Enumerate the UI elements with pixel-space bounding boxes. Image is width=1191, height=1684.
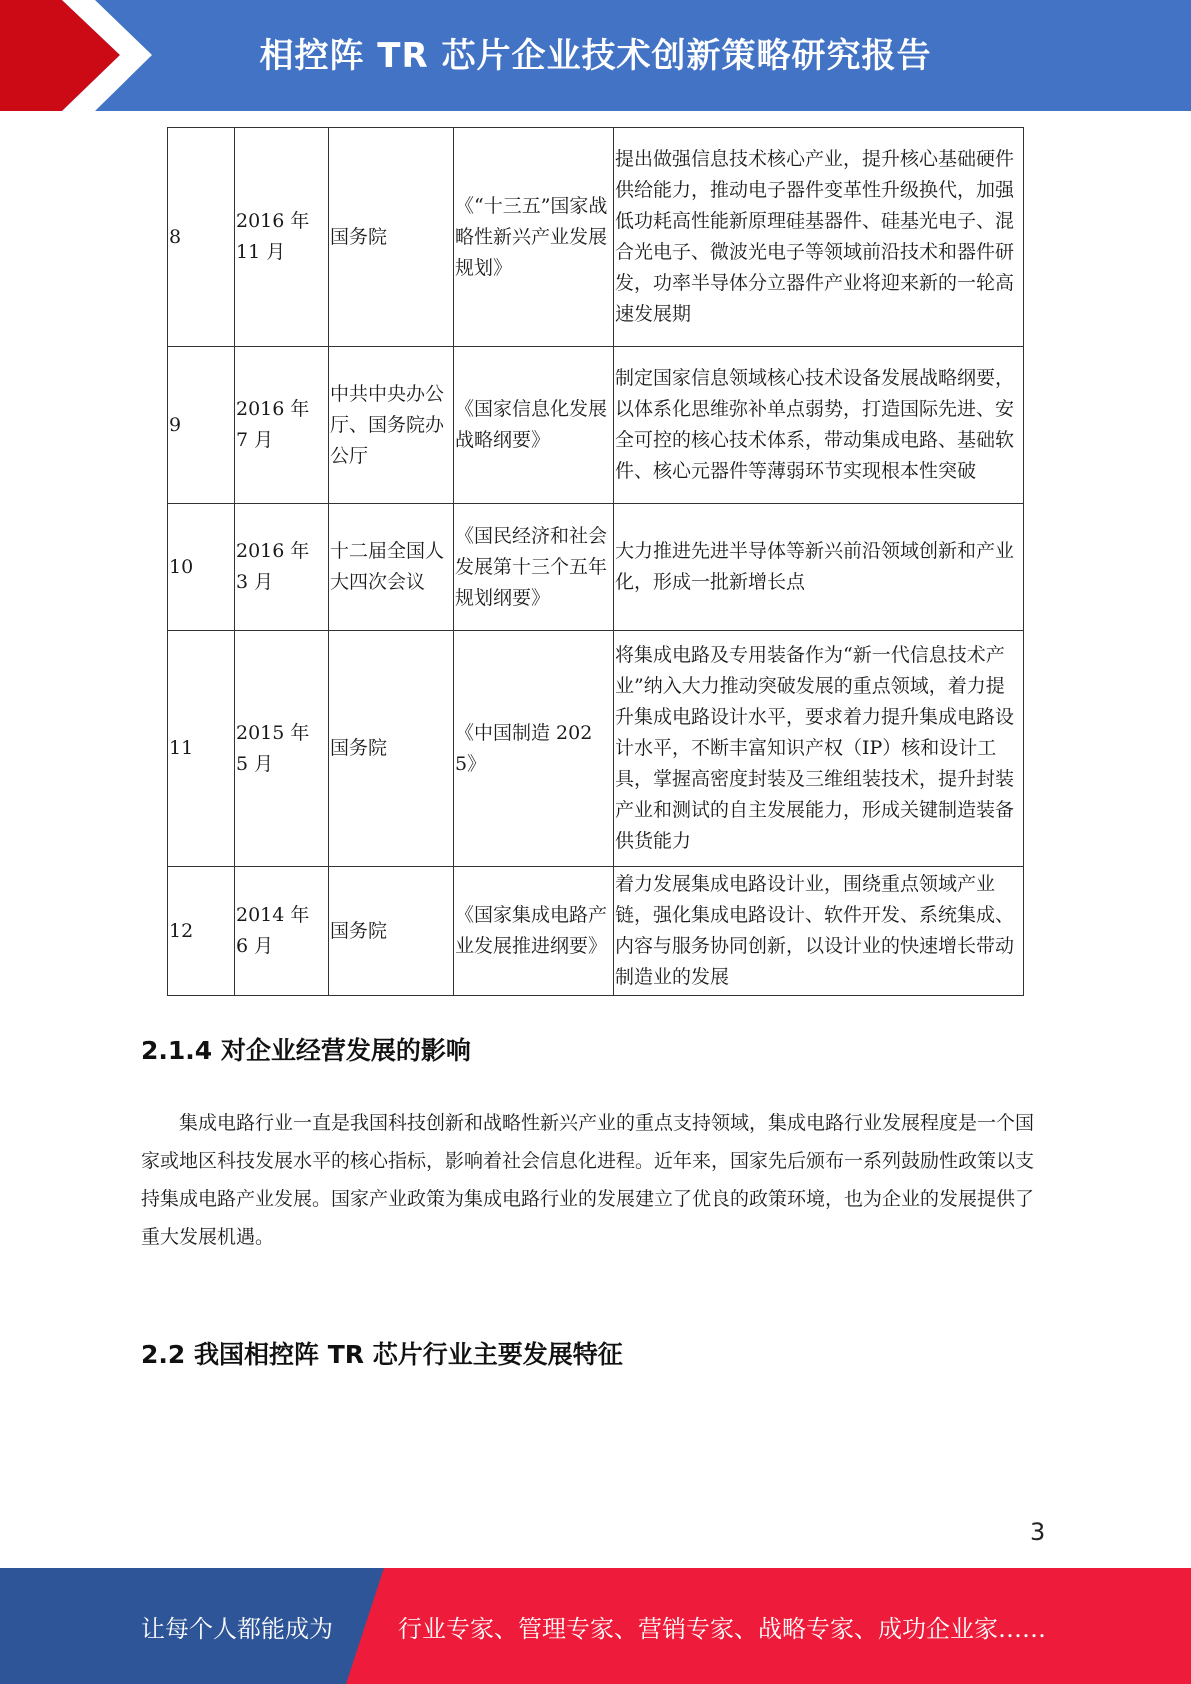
table-row <box>168 867 1024 996</box>
policy-table <box>167 127 1024 996</box>
footer-slogan-left: 让每个人都能成为 <box>141 1614 333 1643</box>
policy-content: 着力发展集成电路设计业，围绕重点领域产业链，强化集成电路设计、软件开发、系统集成、内容与服务协同创新，以设计业的快速增长带动制造业的发展 <box>614 867 1024 996</box>
issue-date: 2014 年 6 月 <box>235 867 329 996</box>
issuer: 国务院 <box>329 867 454 996</box>
issuer: 国务院 <box>329 631 454 867</box>
report-title: 相控阵 TR 芯片企业技术创新策略研究报告 <box>259 35 932 76</box>
policy-document: 《“十三五”国家战略性新兴产业发展规划》 <box>454 128 614 347</box>
policy-document: 《国家信息化发展战略纲要》 <box>454 347 614 504</box>
footer-slogan-right: 行业专家、管理专家、营销专家、战略专家、成功企业家…… <box>398 1614 1046 1643</box>
table-row <box>168 347 1024 504</box>
page-header <box>0 0 1191 111</box>
row-number: 11 <box>168 631 235 867</box>
issuer: 中共中央办公厅、国务院办公厅 <box>329 347 454 504</box>
page-footer <box>0 1568 1191 1684</box>
policy-content: 将集成电路及专用装备作为“新一代信息技术产业”纳入大力推动突破发展的重点领域，着力提升集成电路设计水平，要求着力提升集成电路设计水平，不断丰富知识产权（IP）核和设计工具，掌握高密度封装及三维组装技术，提升封装产业和测试的自主发展能力，形成关键制造装备供货能力 <box>614 631 1024 867</box>
issuer: 十二届全国人大四次会议 <box>329 504 454 631</box>
issue-date: 2016 年 7 月 <box>235 347 329 504</box>
issue-date: 2015 年 5 月 <box>235 631 329 867</box>
section-heading-2-2: 2.2 我国相控阵 TR 芯片行业主要发展特征 <box>141 1340 623 1369</box>
issue-date: 2016 年 11 月 <box>235 128 329 347</box>
issuer: 国务院 <box>329 128 454 347</box>
table-row <box>168 128 1024 347</box>
row-number: 12 <box>168 867 235 996</box>
page-number: 3 <box>1030 1518 1046 1546</box>
table-row <box>168 631 1024 867</box>
row-number: 10 <box>168 504 235 631</box>
section-heading-2-1-4: 2.1.4 对企业经营发展的影响 <box>141 1036 471 1065</box>
table-row <box>168 504 1024 631</box>
row-number: 9 <box>168 347 235 504</box>
policy-content: 提出做强信息技术核心产业，提升核心基础硬件供给能力，推动电子器件变革性升级换代，加强低功耗高性能新原理硅基器件、硅基光电子、混合光电子、微波光电子等领域前沿技术和器件研发，功率半导体分立器件产业将迎来新的一轮高速发展期 <box>614 128 1024 347</box>
policy-document: 《中国制造 2025》 <box>454 631 614 867</box>
policy-document: 《国家集成电路产业发展推进纲要》 <box>454 867 614 996</box>
policy-content: 制定国家信息领域核心技术设备发展战略纲要，以体系化思维弥补单点弱势，打造国际先进、安全可控的核心技术体系，带动集成电路、基础软件、核心元器件等薄弱环节实现根本性突破 <box>614 347 1024 504</box>
row-number: 8 <box>168 128 235 347</box>
policy-content: 大力推进先进半导体等新兴前沿领域创新和产业化，形成一批新增长点 <box>614 504 1024 631</box>
section-paragraph: 集成电路行业一直是我国科技创新和战略性新兴产业的重点支持领域，集成电路行业发展程度是一个国家或地区科技发展水平的核心指标，影响着社会信息化进程。近年来，国家先后颁布一系列鼓励性政策以支持集成电路产业发展。国家产业政策为集成电路行业的发展建立了优良的政策环境，也为企业的发展提供了重大发展机遇。 <box>141 1112 1035 1248</box>
issue-date: 2016 年 3 月 <box>235 504 329 631</box>
policy-document: 《国民经济和社会发展第十三个五年规划纲要》 <box>454 504 614 631</box>
